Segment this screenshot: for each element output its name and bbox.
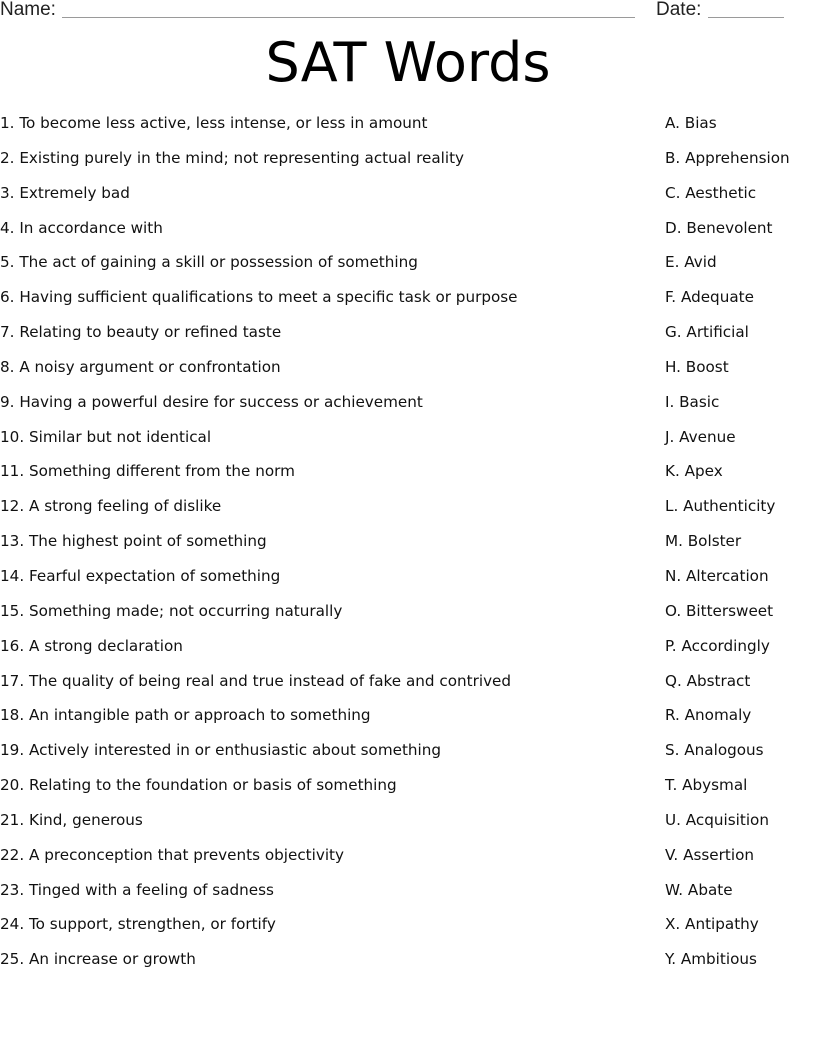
name-blank-line: [62, 17, 635, 18]
clue-item: 12. A strong feeling of dislike: [0, 497, 222, 516]
clue-item: 6. Having sufficient qualifications to meet a specific task or purpose: [0, 288, 518, 307]
date-label: Date:: [656, 0, 702, 20]
word-bank-item: C. Aesthetic: [665, 183, 757, 202]
clue-item: 9. Having a powerful desire for success or achievement: [0, 392, 423, 411]
clue-item: 15. Something made; not occurring naturally: [0, 601, 343, 620]
word-bank-item: N. Altercation: [665, 566, 769, 585]
word-bank-item: J. Avenue: [665, 427, 736, 446]
clue-item: 1. To become less active, less intense, or less in amount: [0, 114, 428, 132]
word-bank-item: O. Bittersweet: [665, 601, 774, 620]
clue-item: 22. A preconception that prevents objectivity: [0, 845, 345, 864]
word-bank-item: Q. Abstract: [665, 671, 751, 690]
word-bank-item: D. Benevolent: [665, 218, 773, 237]
clue-item: 4. In accordance with: [0, 218, 163, 237]
word-bank-item: P. Accordingly: [665, 636, 770, 655]
word-bank-item: A. Bias: [665, 114, 717, 132]
clue-item: 3. Extremely bad: [0, 183, 130, 202]
clue-item: 16. A strong declaration: [0, 636, 183, 655]
worksheet-header: [0, 0, 816, 24]
clue-item: 21. Kind, generous: [0, 810, 143, 829]
word-bank-item: B. Apprehension: [665, 148, 790, 167]
word-bank-item: F. Adequate: [665, 288, 754, 307]
word-bank-item: G. Artificial: [665, 323, 749, 342]
word-bank-item: V. Assertion: [665, 845, 754, 864]
word-bank-item: S. Analogous: [665, 741, 764, 760]
word-bank-item: W. Abate: [665, 880, 733, 899]
clue-item: 23. Tinged with a feeling of sadness: [0, 880, 274, 899]
name-label: Name:: [0, 0, 56, 20]
word-bank-item: L. Authenticity: [665, 497, 776, 516]
word-bank-item: K. Apex: [665, 462, 723, 481]
clue-item: 11. Something different from the norm: [0, 462, 295, 481]
word-bank-item: T. Abysmal: [665, 776, 748, 795]
clue-item: 20. Relating to the foundation or basis of something: [0, 776, 397, 795]
word-bank-item: M. Bolster: [665, 532, 742, 551]
clue-list: [0, 112, 640, 983]
word-bank-item: H. Boost: [665, 357, 729, 376]
clue-item: 10. Similar but not identical: [0, 427, 212, 446]
word-bank: [665, 112, 815, 983]
word-bank-item: Y. Ambitious: [665, 950, 757, 969]
clue-item: 24. To support, strengthen, or fortify: [0, 915, 276, 934]
clue-item: 19. Actively interested in or enthusiastic about something: [0, 741, 442, 760]
word-bank-item: X. Antipathy: [665, 915, 759, 934]
word-bank-item: R. Anomaly: [665, 706, 752, 725]
clue-item: 7. Relating to beauty or refined taste: [0, 323, 282, 342]
clue-item: 8. A noisy argument or confrontation: [0, 357, 281, 376]
clue-item: 13. The highest point of something: [0, 532, 267, 551]
clue-item: 17. The quality of being real and true instead of fake and contrived: [0, 671, 512, 690]
clue-item: 18. An intangible path or approach to something: [0, 706, 371, 725]
date-blank-line: [708, 17, 784, 18]
word-bank-item: E. Avid: [665, 253, 717, 272]
clue-item: 25. An increase or growth: [0, 950, 196, 969]
clue-item: 5. The act of gaining a skill or possession of something: [0, 253, 418, 272]
clue-item: 14. Fearful expectation of something: [0, 566, 281, 585]
page-title: SAT Words: [265, 31, 551, 94]
word-bank-item: I. Basic: [665, 392, 720, 411]
clue-item: 2. Existing purely in the mind; not representing actual reality: [0, 148, 465, 167]
word-bank-item: U. Acquisition: [665, 810, 769, 829]
